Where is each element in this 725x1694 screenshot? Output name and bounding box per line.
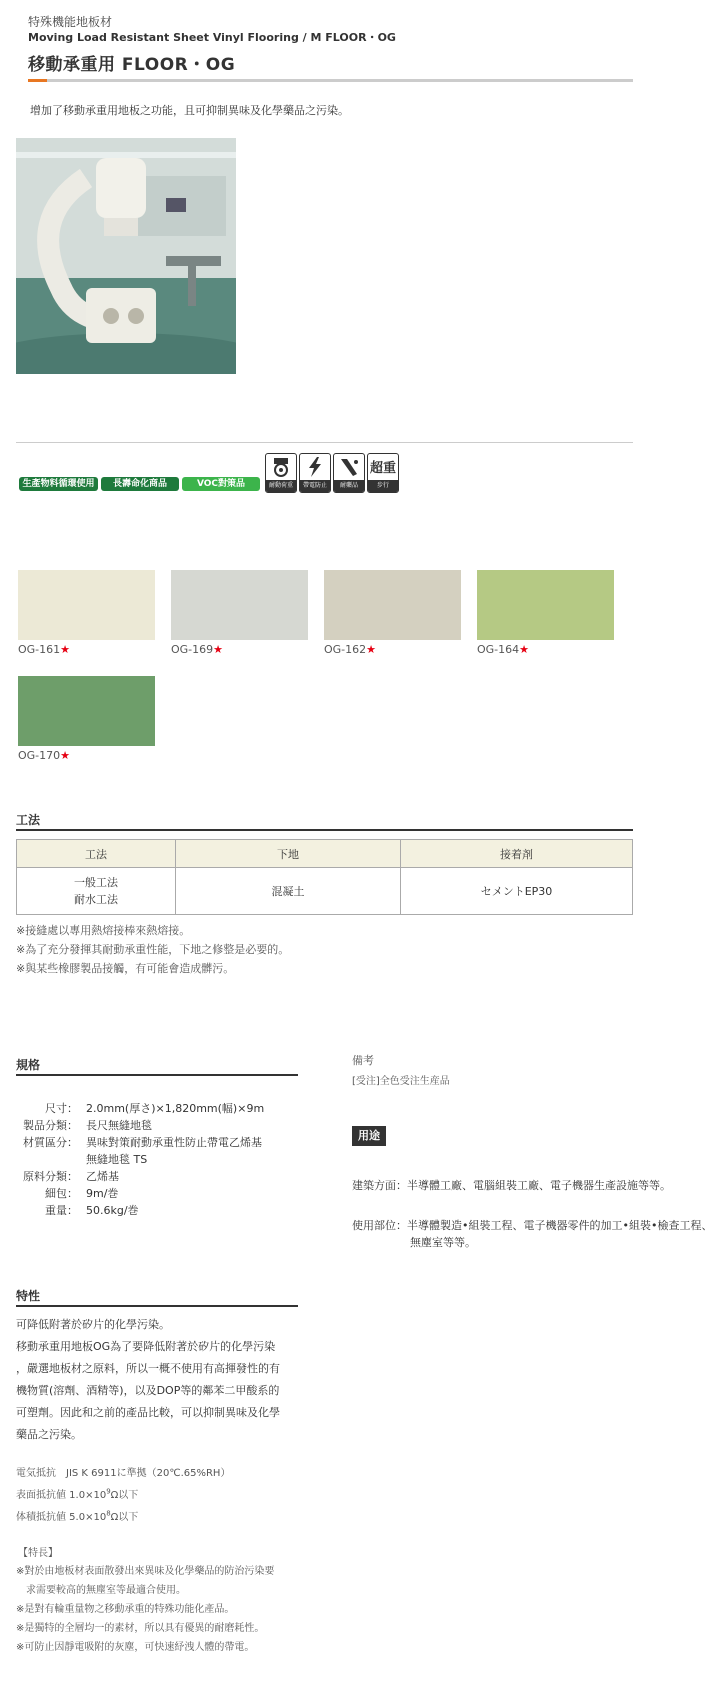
method-section-title: 工法 <box>16 813 41 827</box>
list-item: 求需要較高的無塵室等最適合使用。 <box>16 1585 186 1596</box>
surface-resistance: 表面抵抗値 $1.0\times 10^9\Omega$以下 <box>16 1487 139 1501</box>
title-rule <box>28 79 633 82</box>
electrical-title: 電気抵抗 JIS K 6911に準拠（20℃.65%RH） <box>16 1468 231 1479</box>
special-list <box>16 1562 274 1657</box>
chemical-icon <box>333 453 365 493</box>
list-item: ※對於由地板材表面散發出來異味及化學藥品的防治污染要 <box>16 1566 275 1577</box>
heavy-walk-top-text: 超重 <box>369 461 396 476</box>
specs-section-title: 規格 <box>16 1058 41 1072</box>
base-cell: 混凝土 <box>176 868 401 915</box>
chemical-caption: 耐藥品 <box>334 480 364 492</box>
method-table <box>16 839 633 915</box>
adhesive-cell: セメントEP30 <box>401 868 633 915</box>
usage-building: 建築方面：半導體工廠、電腦組裝工廠、電子機器生產設施等等。 <box>352 1179 671 1192</box>
swatch-label-og-161: OG-161★ <box>18 643 71 656</box>
swatch-label-og-162: OG-162★ <box>324 643 377 656</box>
swatch-og-169[interactable] <box>171 570 308 640</box>
caster-caption: 耐動荷重 <box>266 480 296 492</box>
spec-size: 尺寸： 2.0mm(厚さ)×1,820mm(幅)×9m <box>45 1102 265 1115</box>
method-note-3: ※與某些橡膠製品接觸，有可能會造成髒污。 <box>16 962 235 975</box>
heavy-walk-icon <box>367 453 399 493</box>
usage-tag: 用途 <box>352 1126 386 1146</box>
category-label: 特殊機能地板材 <box>28 15 113 29</box>
method-note-2: ※為了充分發揮其耐動承重性能，下地之修整是必要的。 <box>16 943 290 956</box>
usage-location: 使用部位：半導體製造•組裝工程、電子機器零件的加工•組裝•檢查工程、 無塵室等等。 <box>352 1219 713 1249</box>
swatch-og-164[interactable] <box>477 570 614 640</box>
intro-text: 增加了移動承重用地板之功能，且可抑制異味及化學藥品之污染。 <box>30 104 349 117</box>
section-divider <box>16 442 633 443</box>
spec-raw-material: 原料分類： 乙烯基 <box>23 1170 119 1183</box>
spec-package: 細包： 9m/巻 <box>45 1187 119 1200</box>
product-photo <box>16 138 236 374</box>
swatch-label-og-169: OG-169★ <box>171 643 224 656</box>
volume-resistance: 体積抵抗値 $5.0\times 10^8\Omega$以下 <box>16 1509 139 1523</box>
swatch-og-162[interactable] <box>324 570 461 640</box>
page-title: 移動承重用 FLOOR・OG <box>28 55 236 75</box>
swatch-label-og-164: OG-164★ <box>477 643 530 656</box>
method-cell: 一般工法 耐水工法 <box>17 868 176 915</box>
swatch-label-og-170: OG-170★ <box>18 749 71 762</box>
badge-voc: VOC對策品 <box>182 477 260 491</box>
special-title: 【特長】 <box>18 1548 58 1559</box>
badge-recycle: 生產物料循環使用 <box>19 477 98 491</box>
list-item: ※是獨特的全層均一的素材，所以具有優異的耐磨耗性。 <box>16 1623 265 1634</box>
remarks-text: [受注]全色受注生産品 <box>352 1076 450 1087</box>
features-description: 可降低附著於矽片的化學污染。 移動承重用地板OG為了要降低附著於矽片的化學污染 ，嚴選地板材之原料，所以一概不使用有高揮發性的有 機物質(溶劑、酒精等)，以及DOP等的鄰苯二甲酸系的 可塑劑。因此和之前的產品比較，可以抑制異味及化學 藥品之污染。 <box>16 1318 280 1441</box>
method-col-header: 工法 <box>17 840 176 868</box>
method-rule <box>16 829 633 831</box>
specs-rule <box>16 1074 298 1076</box>
spec-material-2: 無縫地毯 TS <box>86 1153 148 1166</box>
remarks-title: 備考 <box>352 1054 374 1067</box>
table-row <box>17 868 633 915</box>
caster-icon <box>265 453 297 493</box>
method-note-1: ※接縫處以專用熱熔接棒來熱熔接。 <box>16 924 191 937</box>
spec-material: 材質區分： 異味對策耐動承重性防止帶電乙烯基 <box>23 1136 262 1149</box>
heavy-walk-caption: 步行 <box>368 480 398 492</box>
badge-long-life: 長壽命化商品 <box>101 477 179 491</box>
lightning-caption: 帶電防止 <box>300 480 330 492</box>
list-item: ※是對有輪重量物之移動承重的特殊功能化產品。 <box>16 1604 235 1615</box>
swatch-og-161[interactable] <box>18 570 155 640</box>
adhesive-col-header: 接着剤 <box>401 840 633 868</box>
swatch-og-170[interactable] <box>18 676 155 746</box>
features-section-title: 特性 <box>16 1289 41 1303</box>
category-subtitle: Moving Load Resistant Sheet Vinyl Flooring / M FLOOR・OG <box>28 31 396 44</box>
spec-category: 製品分類： 長尺無縫地毯 <box>23 1119 152 1132</box>
base-col-header: 下地 <box>176 840 401 868</box>
features-rule <box>16 1305 298 1307</box>
list-item: ※可防止因靜電吸附的灰塵，可快速紓洩人體的帶電。 <box>16 1642 255 1653</box>
spec-weight: 重量： 50.6kg/巻 <box>45 1204 139 1217</box>
lightning-icon <box>299 453 331 493</box>
